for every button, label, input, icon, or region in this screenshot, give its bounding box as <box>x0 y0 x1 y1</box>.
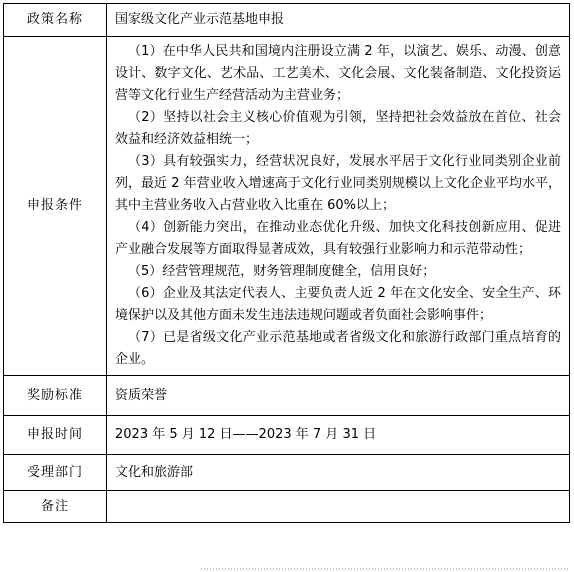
condition-item-5: （5）经营管理规范，财务管理制度健全，信用良好； <box>128 264 436 279</box>
condition-item-3: （3）具有较强实力，经营状况良好，发展水平居于文化行业同类别企业前列，最近 2 年营业收入增速高于文化行业同类别规模以上文化企业平均水平，其中主营业务收入占营业收入比重在 60%以上； <box>115 154 561 213</box>
row-time <box>4 416 570 455</box>
label-conditions: 申报条件 <box>4 37 107 376</box>
value-conditions <box>107 37 570 376</box>
value-note <box>107 491 570 523</box>
condition-item-6: （6）企业及其法定代表人、主要负责人近 2 年在文化安全、安全生产、环境保护以及其他方面未发生违法违规问题或者负面社会影响事件； <box>115 286 561 323</box>
row-conditions <box>4 37 570 376</box>
value-department: 文化和旅游部 <box>107 455 570 491</box>
condition-item-7: （7）已是省级文化产业示范基地或者省级文化和旅游行政部门重点培育的企业。 <box>115 330 561 367</box>
condition-item-2: （2）坚持以社会主义核心价值观为引领，坚持把社会效益放在首位、社会效益和经济效益相统一； <box>115 110 561 147</box>
condition-item-1: （1）在中华人民共和国境内注册设立满 2 年，以演艺、娱乐、动漫、创意设计、数字文化、艺术品、工艺美术、文化会展、文化装备制造、文化投资运营等文化行业生产经营活动为主营业务； <box>115 44 561 103</box>
row-note <box>4 491 570 523</box>
label-time: 申报时间 <box>4 416 107 455</box>
label-award: 奖励标准 <box>4 376 107 416</box>
value-policy-name: 国家级文化产业示范基地申报 <box>107 4 570 37</box>
value-award: 资质荣誉 <box>107 376 570 416</box>
label-department: 受理部门 <box>4 455 107 491</box>
label-policy-name: 政策名称 <box>4 4 107 37</box>
policy-table <box>3 3 570 523</box>
label-note: 备注 <box>4 491 107 523</box>
value-time: 2023 年 5 月 12 日——2023 年 7 月 31 日 <box>107 416 570 455</box>
condition-item-4: （4）创新能力突出，在推动业态优化升级、加快文化科技创新应用、促进产业融合发展等方面取得显著成效，具有较强行业影响力和示范带动性； <box>115 220 561 257</box>
row-policy-name <box>4 4 570 37</box>
row-award <box>4 376 570 416</box>
row-department <box>4 455 570 491</box>
dotted-underline <box>200 568 570 570</box>
